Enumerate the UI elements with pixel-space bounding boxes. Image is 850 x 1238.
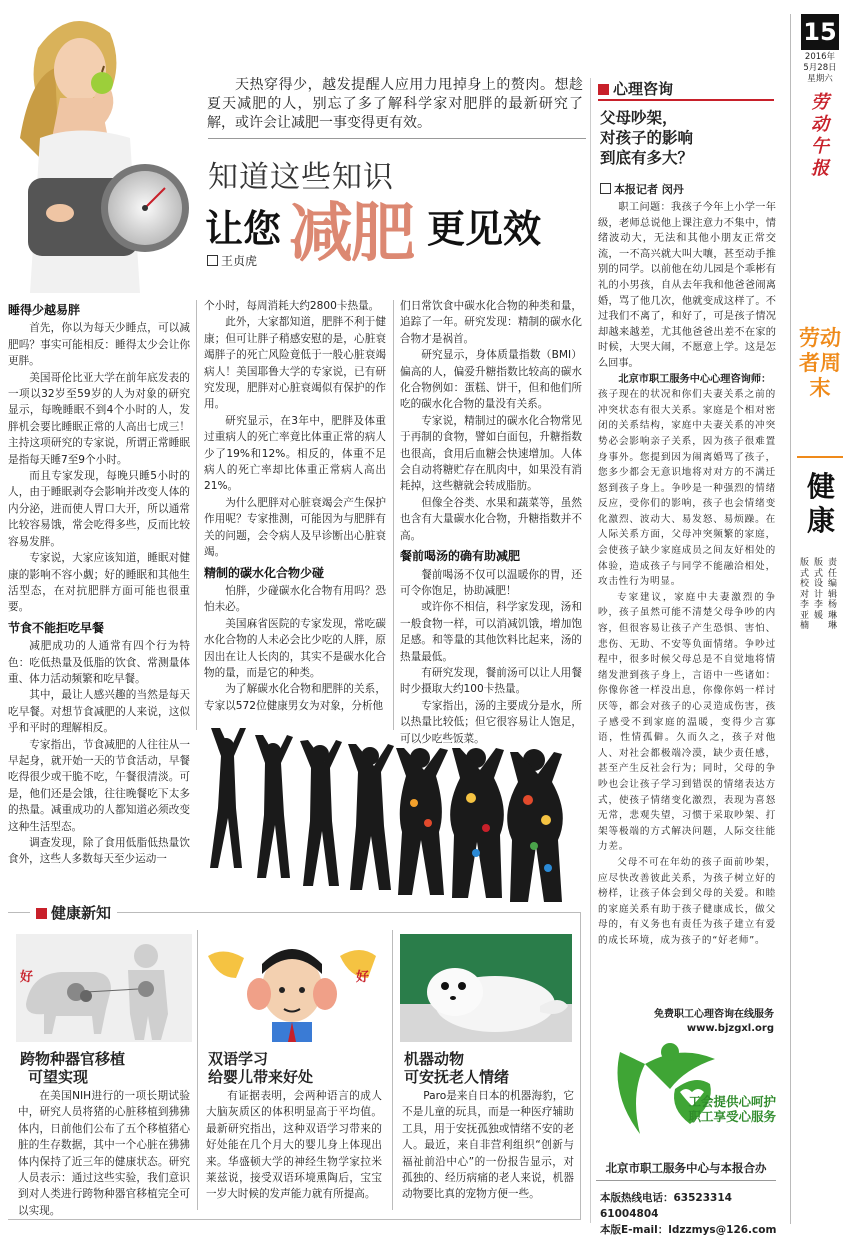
- hotline-email-label: 本版E-mail：: [600, 1224, 669, 1236]
- news-divider: [197, 930, 198, 1210]
- subhead-carbs: 精制的碳水化合物少碰: [204, 565, 325, 580]
- news-item3-title-line: 机器动物: [404, 1050, 465, 1068]
- paragraph: 有研究发现，餐前汤可以让人用餐时少摄取大约100卡热量。: [400, 666, 582, 696]
- headline-part-a: 让您: [205, 207, 282, 251]
- article-column-3: [400, 298, 582, 747]
- sidebar-divider: [790, 14, 791, 1224]
- hotline-phone-row: [600, 1190, 780, 1222]
- news-item2-text: [206, 1088, 382, 1203]
- paragraph: 个小时，每周消耗大约2800卡热量。: [204, 300, 380, 312]
- hotline-phone-label: 本版热线电话：: [600, 1192, 674, 1204]
- paragraph: 专家说，大家应该知道，睡眠对健康的影响不容小觑；好的睡眠和其他生活型态，在对抗肥胖方面可能也很重要。: [8, 552, 190, 614]
- sidebar-section-sub: 健康: [806, 470, 835, 537]
- psych-url-link[interactable]: www.bjzgxl.org: [686, 1023, 774, 1034]
- paragraph: 调查发现，除了食用低脂低热量饮食外，这些人多数每天至少运动一: [8, 837, 190, 866]
- sidebar-credits: [798, 558, 844, 708]
- column-divider: [196, 300, 197, 730]
- lead-author-name: 王贞虎: [221, 254, 258, 268]
- news-item1-title-line: 跨物种器官移植: [20, 1050, 126, 1068]
- paragraph: 其中，最让人感兴趣的当然是每天吃早餐。对想节食减肥的人来说，这似乎和平时的理解相反。: [8, 689, 190, 735]
- hotline-divider: [596, 1180, 776, 1181]
- news-item1-text: [18, 1088, 190, 1219]
- section-square-icon: [36, 908, 47, 919]
- robot-seal-image: [400, 934, 572, 1042]
- psych-author-name: 本报记者 闵丹: [614, 183, 684, 196]
- credit-name: 李亚楠: [800, 600, 810, 631]
- credit-name: 李媛: [814, 600, 824, 621]
- paragraph: 怕胖，少碰碳水化合物有用吗？恐怕未必。: [204, 584, 386, 614]
- hotline-email[interactable]: ldzzmys@126.com: [668, 1224, 777, 1236]
- sidebar-section-title: 劳动者周末: [799, 326, 841, 400]
- pig-baboon-organ-image: [16, 934, 192, 1042]
- paragraph: 此外，大家都知道，肥胖不利于健康；但可让胖子稍感安慰的是，心脏衰竭胖子的死亡风险竟低于一般心脏衰竭病人！美国耶鲁大学的专家说，已有研究发现，肥胖对心脏衰竭似有保护的作用。: [204, 316, 386, 411]
- paragraph: 专家指出，汤的主要成分是水，所以热量比较低；但它很容易让人饱足，可以少吃些饭菜。: [400, 699, 582, 745]
- bubble-right: 好: [356, 970, 370, 985]
- paragraph: 专家指出，节食减肥的人往往从一早起身，就开始一天的节食活动，早餐吃得很少或干脆不吃，午餐很清淡。可是，他们还是会饿，往往晚餐吃下太多的热量。减重成功的人都知道必须改变这种生活型态。: [8, 738, 190, 833]
- news-item3-title: [404, 1050, 509, 1086]
- psych-answer-paragraph: 专家建议，家庭中夫妻激烈的争吵，孩子虽然可能不清楚父母争吵的内容，但很容易让孩子产生恐惧、害怕、悲伤、无助、不安等负面情绪。争吵过程中，很多时候父母总是不自觉地将情绪发泄到孩子身上，言语中一些诸如：你像你爸一样没出息，你像你妈一样讨厌等，都会对孩子的心灵造成伤害，孩子感受不到家庭的温暖，变得少言寡语，性情孤僻。久而久之，孩子对他人、对社会都极端冷漠，缺少责任感，甚至产生反社会行为；同时，父母的争吵也会让孩子学习到错误的情绪表达方式，使孩子情绪变化激烈，表现为喜怒无常，悲观失望，习惯于采取吵架、打架等极端的方式解决问题，人际交往能力差。: [598, 591, 776, 853]
- psych-answer-paragraph: 孩子现在的状况和你们夫妻关系之前的冲突状态有很大关系。家庭是个相对密闭的关系结构，家庭中夫妻关系的冲突势必会影响亲子关系，因为孩子很难置身事外。您提到因为闹离婚骂了孩子，您多少都会无意识地将对对方的不满迁怒到孩子身上。争吵是一种强烈的情绪反应，受你们的影响，孩子也会情绪变化激烈、波动大、易发怒、易烦躁。在人际关系方面，父母冲突频繁的家庭，会使孩子缺少家庭成员之间友好相处的体验，造成孩子与同学不能融洽相处，攻击性行为明显。: [598, 389, 776, 588]
- headline-part-b: 更见效: [427, 207, 542, 251]
- jumping-silhouettes-illustration: [196, 728, 568, 908]
- lead-intro: 天热穿得少，越发提醒人应用力甩掉身上的赘肉。想趁夏天减肥的人，别忘了多了解科学家对肥胖的最新研究了解，或许会让减肥一事变得更有效。: [207, 77, 583, 131]
- psych-headline-line: 父母吵架，: [600, 109, 678, 127]
- subhead-sleep: 睡得少越易胖: [8, 303, 81, 317]
- paragraph: 但像全谷类、水果和蔬菜等，虽然也含有大量碳水化合物，升糖指数并不高。: [400, 496, 582, 542]
- issue-year: 2016年: [804, 52, 836, 62]
- paragraph: 或许你不相信，科学家发现，汤和一般食物一样，可以消减饥饿，增加饱足感。和等量的其他饮料比起来，汤的热量最低。: [400, 601, 582, 663]
- health-news-title: 健康新知: [51, 904, 112, 922]
- page-number: 15: [801, 14, 839, 50]
- psych-headline: [600, 108, 693, 168]
- section-square-icon: [598, 84, 609, 95]
- psych-section-title: 心理咨询: [613, 80, 674, 98]
- psych-author: [600, 181, 684, 197]
- psych-section-header: [598, 78, 774, 99]
- psych-org: 北京市职工服务中心与本报合办: [605, 1161, 767, 1175]
- author-box-icon: [600, 183, 611, 194]
- paragraph: 首先，你以为每天少睡点，可以减肥吗？事实可能相反：睡得太少会让你更胖。: [8, 322, 190, 368]
- sidebar-rule: [797, 456, 843, 458]
- news-item1-title: [20, 1050, 125, 1086]
- credit-column: [814, 558, 826, 621]
- credit-column: [800, 558, 812, 632]
- author-box-icon: [207, 255, 218, 266]
- health-news-header: [30, 902, 117, 923]
- paragraph: 专家说，精制过的碳水化合物常见于再制的食物，譬如白面包，升糖指数也很高，食用后血糖会快速增加。人体会自动将糖贮存在肌肉中，如果没有消耗掉，这些糖就会转成脂肪。: [400, 414, 582, 493]
- issue-weekday: 星期六: [807, 74, 833, 84]
- lead-author: [207, 252, 257, 269]
- paragraph: Paro是来自日本的机器海豹，它不是儿童的玩具，而是一种医疗辅助工具，用于安抚孤独或情绪不安的老人。最近，来自非营利组织“创新与福祉前沿中心”的一份报告显示，对孤独的、经历病痛的老人来说，机器动物要比真的宠物方便一些。: [402, 1090, 574, 1201]
- news-item3-title-line: 可安抚老人情绪: [404, 1068, 510, 1086]
- issue-date: [796, 52, 844, 85]
- credit-name: 杨琳琳: [828, 600, 838, 631]
- bubble-left: 好: [20, 970, 34, 985]
- news-item2-title-line: 双语学习: [208, 1050, 269, 1068]
- paragraph: 为了解碳水化合物和肥胖的关系，专家以572位健康男女为对象，分析他: [204, 683, 386, 712]
- paragraph: 们日常饮食中碳水化合物的种类和量，追踪了一年。研究发现：精制的碳水化合物才是祸首。: [400, 300, 582, 345]
- column-divider: [393, 300, 394, 730]
- article-column-1: [8, 298, 190, 868]
- news-item2-title: [208, 1050, 313, 1086]
- paragraph: 在美国NIH进行的一项长期试验中，研究人员将猪的心脏移植到狒狒体内，日前他们公布了五个移植猪心脏的生存数据，其中一个心脏在狒狒体内保持了近三年的健康状态。研究人员表示：通过这些实验，我们意识到对人类进行跨物种器官移植完全可以实现。: [18, 1090, 190, 1217]
- subhead-soup: 餐前喝汤的确有助减肥: [400, 549, 521, 564]
- paragraph: 为什么肥胖对心脏衰竭会产生保护作用呢？专家推测，可能因为与肥胖有关的问题，会令病人及早诊断出心脏衰竭。: [204, 496, 386, 559]
- psych-header-rule: [598, 99, 774, 101]
- psych-headline-line: 对孩子的影响: [600, 129, 694, 147]
- news-item1-title-line: 可望实现: [28, 1068, 89, 1086]
- intro-divider: [208, 138, 586, 139]
- credit-role: 版式校对: [800, 558, 810, 600]
- issue-day: 5月28日: [803, 63, 837, 73]
- news-item3-text: [402, 1088, 574, 1203]
- hotline-phone: 63523314 61004804: [600, 1192, 732, 1220]
- credit-role: 版式设计: [814, 558, 824, 600]
- bilingual-baby-cartoon: [204, 934, 380, 1042]
- psych-question: 职工问题：我孩子今年上小学一年级，老师总说他上课注意力不集中，情绪波动大，无法和其他小朋友正常交流，一不高兴就大叫大嚷，甚至动手推别的同学。以前他在幼儿园是个乖彬有礼的小男孩，自从去年我和他爸爸闹离婚，骂了他几次，他就变成这样了。不过我们不离了，和好了，可是孩子情况却越来越差，尤其他爸爸出差不在家的时候，大哭大闹，不愿意上学。这是怎么回事。: [598, 202, 776, 369]
- article-column-2: [204, 298, 386, 714]
- psych-column-divider: [590, 78, 591, 1223]
- paper-name-logo: 劳动午报: [811, 92, 829, 179]
- paragraph: 减肥成功的人通常有四个行为特色：吃低热量及低脂的饮食、常测量体重、体力活动频繁和吃早餐。: [8, 640, 190, 685]
- subhead-breakfast: 节食不能拒吃早餐: [8, 620, 105, 635]
- logo-slogan-line: 工会提供心呵护: [688, 1094, 776, 1109]
- woman-scale-illustration: [0, 8, 205, 293]
- psych-body: [598, 200, 776, 949]
- paragraph: 研究显示，身体质量指数（BMI）偏高的人，偏爱升糖指数比较高的碳水化合物例如：蛋糕、饼干，但和他们所吃的碳水化合物的量没有关系。: [400, 349, 582, 411]
- paragraph: 美国哥伦比亚大学在前年底发表的一项以32岁至59岁的人为对象的研究显示，每晚睡眠不到4个小时的人，发胖机会要比睡眠正常的人高出七成三！主持这项研究的专家说，所谓正常睡眠是指每天睡7至9个小时。: [8, 371, 190, 466]
- credit-column: [828, 558, 840, 632]
- paragraph: 而且专家发现，每晚只睡5小时的人，由于睡眠剥夺会影响并改变人体的内分泌，进而使人胃口大开，所以通常比较容易饿，常会吃得多些，反而比较容易发胖。: [8, 470, 190, 548]
- psych-answer-lead: 北京市职工服务中心心理咨询师：: [618, 373, 772, 385]
- news-divider: [392, 930, 393, 1210]
- headline-big-word: 减肥: [289, 197, 413, 271]
- psych-service-text: 免费职工心理咨询在线服务: [654, 1009, 774, 1020]
- logo-slogan-line: 职工享受心服务: [688, 1109, 776, 1124]
- news-item2-title-line: 给婴儿带来好处: [208, 1068, 314, 1086]
- logo-slogan: [666, 1094, 776, 1124]
- paragraph: 有证据表明，会两种语言的成人大脑灰质区的体积明显高于平均值。最新研究指出，这种双语学习带来的好处能在几个月大的婴儿身上体现出来。华盛顿大学的神经生物学家拉米莱兹说，接受双语环境熏陶后，宝宝一岁大时候的发声能力就有所提高。: [206, 1090, 382, 1201]
- paragraph: 餐前喝汤不仅可以温暖你的胃，还可令你饱足，协助减肥！: [400, 568, 582, 597]
- psych-answer-paragraph: 父母不可在年幼的孩子面前吵架，应尽快改善彼此关系，为孩子树立好的榜样，让孩子体会到父母的关爱。和睦的家庭关系有助于孩子健康成长，做父母的，有义务也有责任为孩子建立有爱的成长环境，成为孩子的“好老师”。: [598, 856, 776, 946]
- headline-line1: 知道这些知识: [208, 160, 394, 195]
- paragraph: 研究显示，在3年中，肥胖及体重过重病人的死亡率竟比体重正常的病人少了19%和12%。相反的，体重不足病人的死亡率却比体重正常病人高出21%。: [204, 414, 386, 493]
- paragraph: 美国麻省医院的专家发现，常吃碳水化合物的人未必会比少吃的人胖，原因出在让人长肉的，其实不是碳水化合物的量，而是它的种类。: [204, 617, 386, 679]
- credit-role: 责任编辑: [828, 558, 838, 600]
- hotline-email-row: [600, 1222, 780, 1238]
- psych-headline-line: 到底有多大？: [600, 149, 694, 167]
- psych-service: [598, 1008, 774, 1036]
